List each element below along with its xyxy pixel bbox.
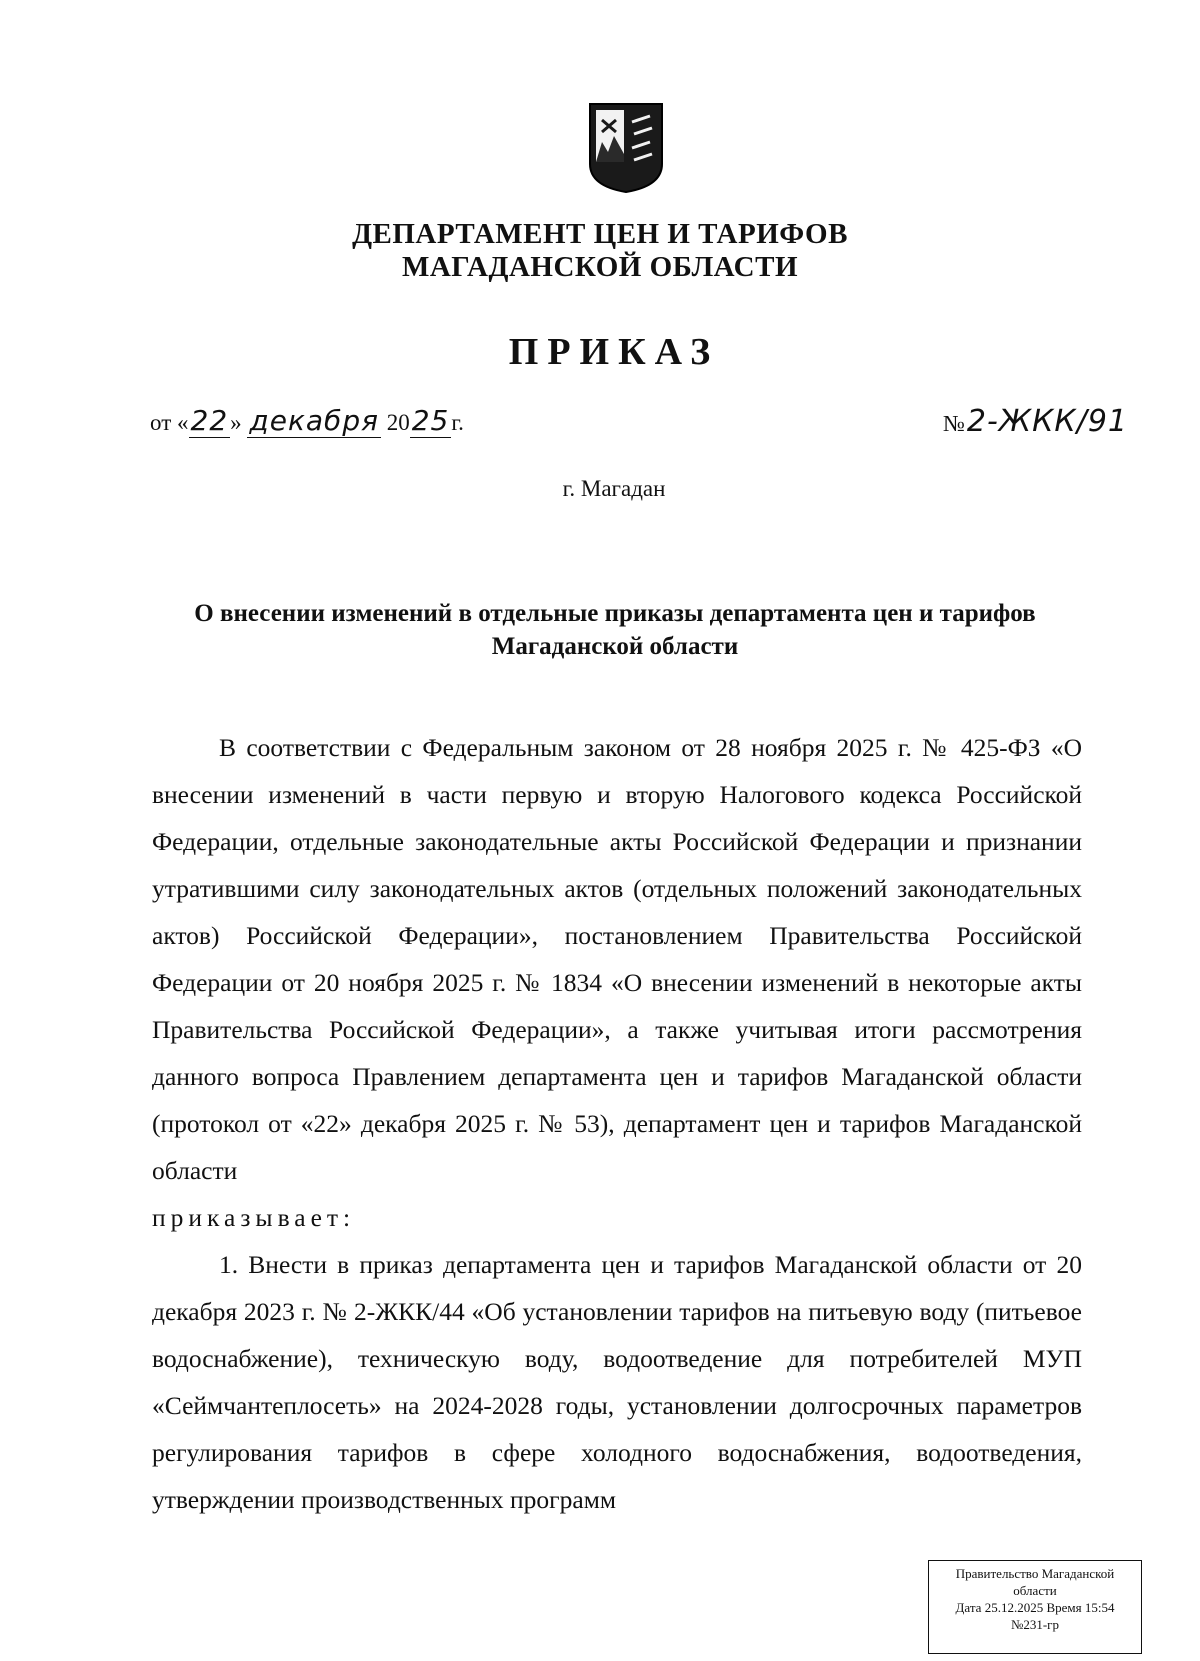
paragraph-preamble: В соответствии с Федеральным законом от 28 ноября 2025 г. № 425-ФЗ «О внесении изменений в части первую и вторую Налогового кодекса Российской Федерации, отдельные законодательные акты Российской Федерации и признании утратившими силу законодательных актов (отдельных положений законодательных актов) Российской Федерации», постановлением Правительства Российской Федерации от 20 ноября 2025 г. № 1834 «О внесении изменений в некоторые акты Правительства Российской Федерации», а также учитывая итоги рассмотрения данного вопроса Правлением департамента цен и тарифов Магаданской области (протокол от «22» декабря 2025 г. № 53), департамент цен и тарифов Магаданской области bbox=[152, 733, 1082, 1185]
date-year-prefix: 20 bbox=[380, 410, 410, 435]
orders-word: приказывает: bbox=[152, 1203, 356, 1232]
date-month-handwritten: декабря bbox=[249, 404, 379, 437]
number-prefix: № bbox=[942, 411, 965, 436]
paragraph-item-1: 1. Внести в приказ департамента цен и тарифов Магаданской области от 20 декабря 2023 г. № 2-ЖКК/44 «Об установлении тарифов на питьевую воду (питьевое водоснабжение), техническую воду, водоотведение для потребителей МУП «Сеймчантеплосеть» на 2024-2028 годы, установлении долгосрочных параметров регулирования тарифов в сфере холодного водоснабжения, водоотведения, утверждении производственных программ bbox=[152, 1250, 1082, 1514]
stamp-line-2: области bbox=[1013, 1583, 1057, 1598]
organization-name bbox=[0, 218, 1200, 284]
document-type: ПРИКАЗ bbox=[508, 331, 720, 373]
organization-line-1: ДЕПАРТАМЕНТ ЦЕН И ТАРИФОВ bbox=[352, 218, 848, 250]
order-subject: О внесении изменений в отдельные приказы департамента цен и тарифов Магаданской области bbox=[194, 600, 1036, 660]
city: г. Магадан bbox=[562, 476, 666, 501]
orders-line bbox=[152, 1194, 1082, 1241]
date-prefix: от « bbox=[150, 410, 189, 435]
date-mid: » bbox=[230, 410, 248, 435]
order-date bbox=[150, 404, 464, 437]
document-body bbox=[152, 724, 1082, 1523]
stamp-line-3: Дата 25.12.2025 Время 15:54 bbox=[955, 1600, 1115, 1615]
organization-line-2: МАГАДАНСКОЙ ОБЛАСТИ bbox=[401, 251, 799, 283]
date-year-handwritten: 25 bbox=[411, 404, 450, 437]
coat-of-arms-emblem bbox=[588, 102, 664, 194]
registration-stamp bbox=[928, 1560, 1142, 1654]
stamp-line-4: №231-гр bbox=[1010, 1617, 1060, 1632]
order-number bbox=[943, 404, 1130, 439]
date-day-handwritten: 22 bbox=[190, 404, 229, 437]
number-value-handwritten: 2-ЖКК/91 bbox=[966, 404, 1128, 439]
date-suffix: г. bbox=[451, 410, 464, 435]
stamp-line-1: Правительство Магаданской bbox=[955, 1566, 1115, 1581]
